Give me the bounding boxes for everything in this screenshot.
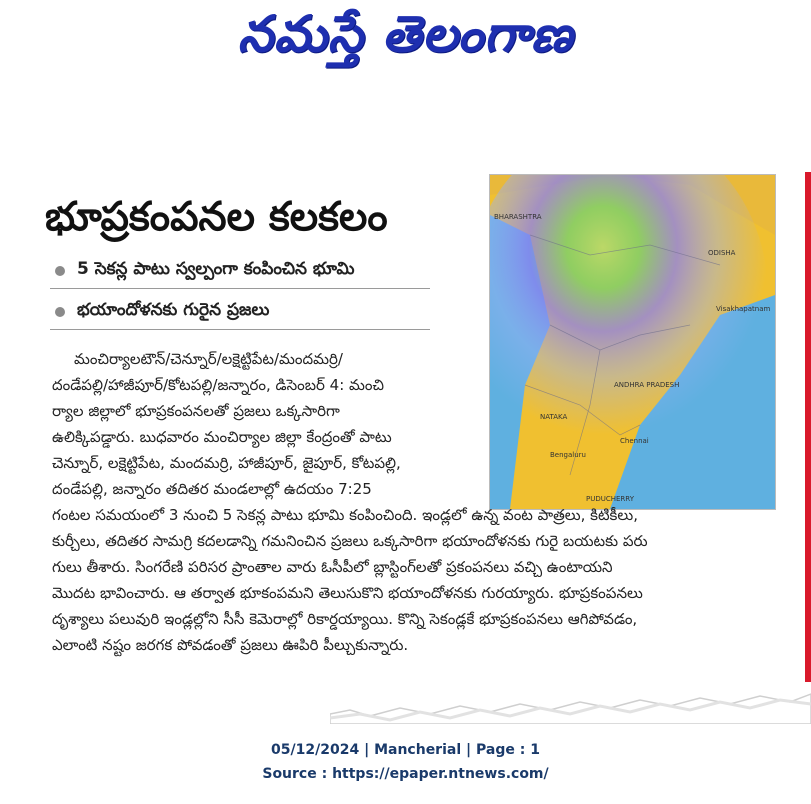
article-body xyxy=(52,346,798,658)
bullet-point xyxy=(55,297,269,327)
map-label: Visakhapatnam xyxy=(716,305,771,313)
map-label: Bengaluru xyxy=(550,451,586,459)
body-line: ర్యాల జిల్లాలో భూప్రకంపనలతో ప్రజలు ఒక్కసారిగా xyxy=(52,402,340,420)
map-label: PUDUCHERRY xyxy=(586,495,634,503)
body-line: ఎలాంటి నష్టం జరగక పోవడంతో ప్రజలు ఊపిరి పీల్చుకున్నారు. xyxy=(52,636,409,654)
bullet-point xyxy=(55,256,354,286)
body-line: గంటల సమయంలో 3 నుంచి 5 సెకన్ల పాటు భూమి కంపించింది. ఇండ్లలో ఉన్న వంట పాత్రలు, కిటికీలు, xyxy=(52,506,638,524)
bullet-dot-icon xyxy=(55,266,65,276)
masthead-title: నమస్తే తెలంగాణ xyxy=(237,4,574,63)
bullet-dot-icon xyxy=(55,307,65,317)
map-label: Chennai xyxy=(620,437,649,445)
divider xyxy=(50,288,430,289)
body-line: దండేపల్లి/హాజీపూర్/కోటపల్లి/జన్నారం, డిసెంబర్ 4: మంచి xyxy=(52,376,385,394)
body-line: మొదట భావించారు. ఆ తర్వాత భూకంపమని తెలుసుకొని భయాందోళనకు గురయ్యారు. భూప్రకంపనలు xyxy=(52,584,643,602)
footer-page: Page : 1 xyxy=(476,742,540,758)
body-line: కుర్చీలు, తదితర సామగ్రి కదలడాన్ని గమనించిన ప్రజలు ఒక్కసారిగా భయాందోళనకు గురై బయటకు పరు xyxy=(52,532,648,550)
map-label: NATAKA xyxy=(540,413,568,421)
map-label: ODISHA xyxy=(708,249,736,257)
footer-source: Source : https://epaper.ntnews.com/ xyxy=(262,766,549,782)
torn-paper-edge xyxy=(330,684,811,724)
body-line: మంచిర్యాలటౌన్/చెన్నూర్/లక్షెట్టిపేట/మందమర్రి/ xyxy=(74,350,343,368)
map-label: BHARASHTRA xyxy=(494,213,542,221)
body-line: చెన్నూర్, లక్షెట్టిపేట, మందమర్రి, హాజీపూర్, జైపూర్, కోటపల్లి, xyxy=(52,454,401,472)
map-label: ANDHRA PRADESH xyxy=(614,381,680,389)
masthead xyxy=(0,0,811,80)
bullet-text: భయాందోళనకు గురైన ప్రజలు xyxy=(77,300,270,320)
footer-separator: | xyxy=(364,742,375,758)
footer xyxy=(0,738,811,786)
footer-date: 05/12/2024 xyxy=(271,742,360,758)
body-line: ఉలిక్కిపడ్డారు. బుధవారం మంచిర్యాల జిల్లా కేంద్రంతో పాటు xyxy=(52,428,392,446)
bullet-text: 5 సెకన్ల పాటు స్వల్పంగా కంపించిన భూమి xyxy=(77,259,355,279)
footer-separator: | xyxy=(466,742,477,758)
red-accent-bar xyxy=(805,172,811,682)
article-headline: భూప్రకంపనల కలకలం xyxy=(45,194,388,240)
body-line: దృశ్యాలు పలువురి ఇండ్లల్లోని సీసీ కెమెరాల్లో రికార్డయ్యాయి. కొన్ని సెకండ్లకే భూప్రకంపనలు ఆగిపోవడం, xyxy=(52,610,638,628)
footer-meta xyxy=(0,738,811,762)
divider xyxy=(50,329,430,330)
body-line: గులు తీశారు. సింగరేణి పరిసర ప్రాంతాల వారు ఓసీపీలో బ్లాస్టింగ్‌లతో ప్రకంపనలు వచ్చి ఉంటాయని xyxy=(52,558,613,576)
body-line: దండేపల్లి, జన్నారం తదితర మండలాల్లో ఉదయం 7:25 xyxy=(52,480,372,498)
footer-edition: Mancherial xyxy=(374,742,462,758)
